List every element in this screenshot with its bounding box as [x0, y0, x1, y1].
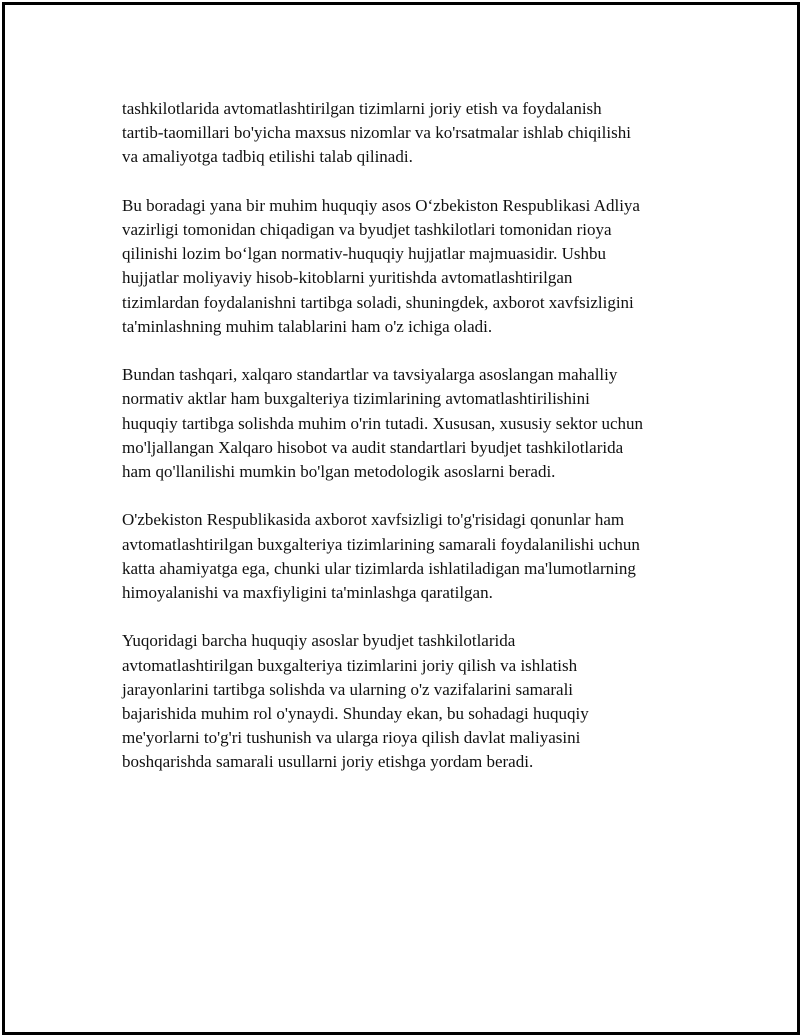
text-line: Bundan tashqari, xalqaro standartlar va tavsiyalarga asoslangan mahalliy: [122, 365, 618, 385]
text-line: Yuqoridagi barcha huquqiy asoslar byudjet tashkilotlarida: [122, 631, 516, 651]
text-line: katta ahamiyatga ega, chunki ular tizimlarda ishlatiladigan ma'lumotlarning: [122, 558, 636, 578]
text-line: tashkilotlarida avtomatlashtirilgan tizimlarni joriy etish va foydalanish: [122, 99, 602, 118]
paragraph-2: [122, 194, 697, 339]
text-line: bajarishida muhim rol o'ynaydi. Shunday ekan, bu sohadagi huquqiy: [122, 704, 589, 724]
text-line: jarayonlarini tartibga solishda va ularning o'z vazifalarini samarali: [122, 679, 574, 699]
text-line: mo'ljallangan Xalqaro hisobot va audit standartlari byudjet tashkilotlarida: [122, 437, 624, 457]
text-line: Bu boradagi yana bir muhim huquqiy asos O‘zbekiston Respublikasi Adliya: [122, 195, 640, 215]
text-line: avtomatlashtirilgan buxgalteriya tizimlarini joriy qilish va ishlatish: [122, 655, 578, 675]
text-line: tizimlardan foydalanishni tartibga soladi, shuningdek, axborot xavfsizligini: [122, 292, 634, 312]
text-line: hujjatlar moliyaviy hisob-kitoblarni yuritishda avtomatlashtirilgan: [122, 268, 573, 288]
text-line: normativ aktlar ham buxgalteriya tizimlarining avtomatlashtirilishini: [122, 389, 590, 409]
text-line: vazirligi tomonidan chiqadigan va byudjet tashkilotlari tomonidan rioya: [122, 220, 612, 239]
paragraph-4: [122, 508, 697, 605]
text-line: boshqarishda samarali usullarni joriy etishga yordam beradi.: [122, 752, 534, 772]
paragraph-3: [122, 363, 697, 484]
text-line: qilinishi lozim bo‘lgan normativ-huquqiy hujjatlar majmuasidir. Ushbu: [122, 244, 606, 264]
paragraph-1: [122, 97, 697, 170]
text-line: huquqiy tartibga solishda muhim o'rin tutadi. Xususan, xususiy sektor uchun: [122, 413, 644, 433]
text-line: ta'minlashning muhim talablarini ham o'z ichiga oladi.: [122, 316, 493, 336]
text-line: va amaliyotga tadbiq etilishi talab qilinadi.: [122, 147, 413, 167]
document-body: [122, 97, 697, 799]
text-line: himoyalanishi va maxfiyligini ta'minlashga qaratilgan.: [122, 583, 493, 603]
text-line: ham qo'llanilishi mumkin bo'lgan metodologik asoslarni beradi.: [122, 462, 556, 482]
text-line: tartib-taomillari bo'yicha maxsus nizomlar va ko'rsatmalar ishlab chiqilishi: [122, 123, 631, 143]
page-frame: [2, 2, 800, 1035]
paragraph-5: [122, 629, 697, 774]
text-line: O'zbekiston Respublikasida axborot xavfsizligi to'g'risidagi qonunlar ham: [122, 510, 625, 530]
text-line: avtomatlashtirilgan buxgalteriya tizimlarining samarali foydalanilishi uchun: [122, 534, 640, 554]
text-line: me'yorlarni to'g'ri tushunish va ularga rioya qilish davlat maliyasini: [122, 728, 581, 748]
